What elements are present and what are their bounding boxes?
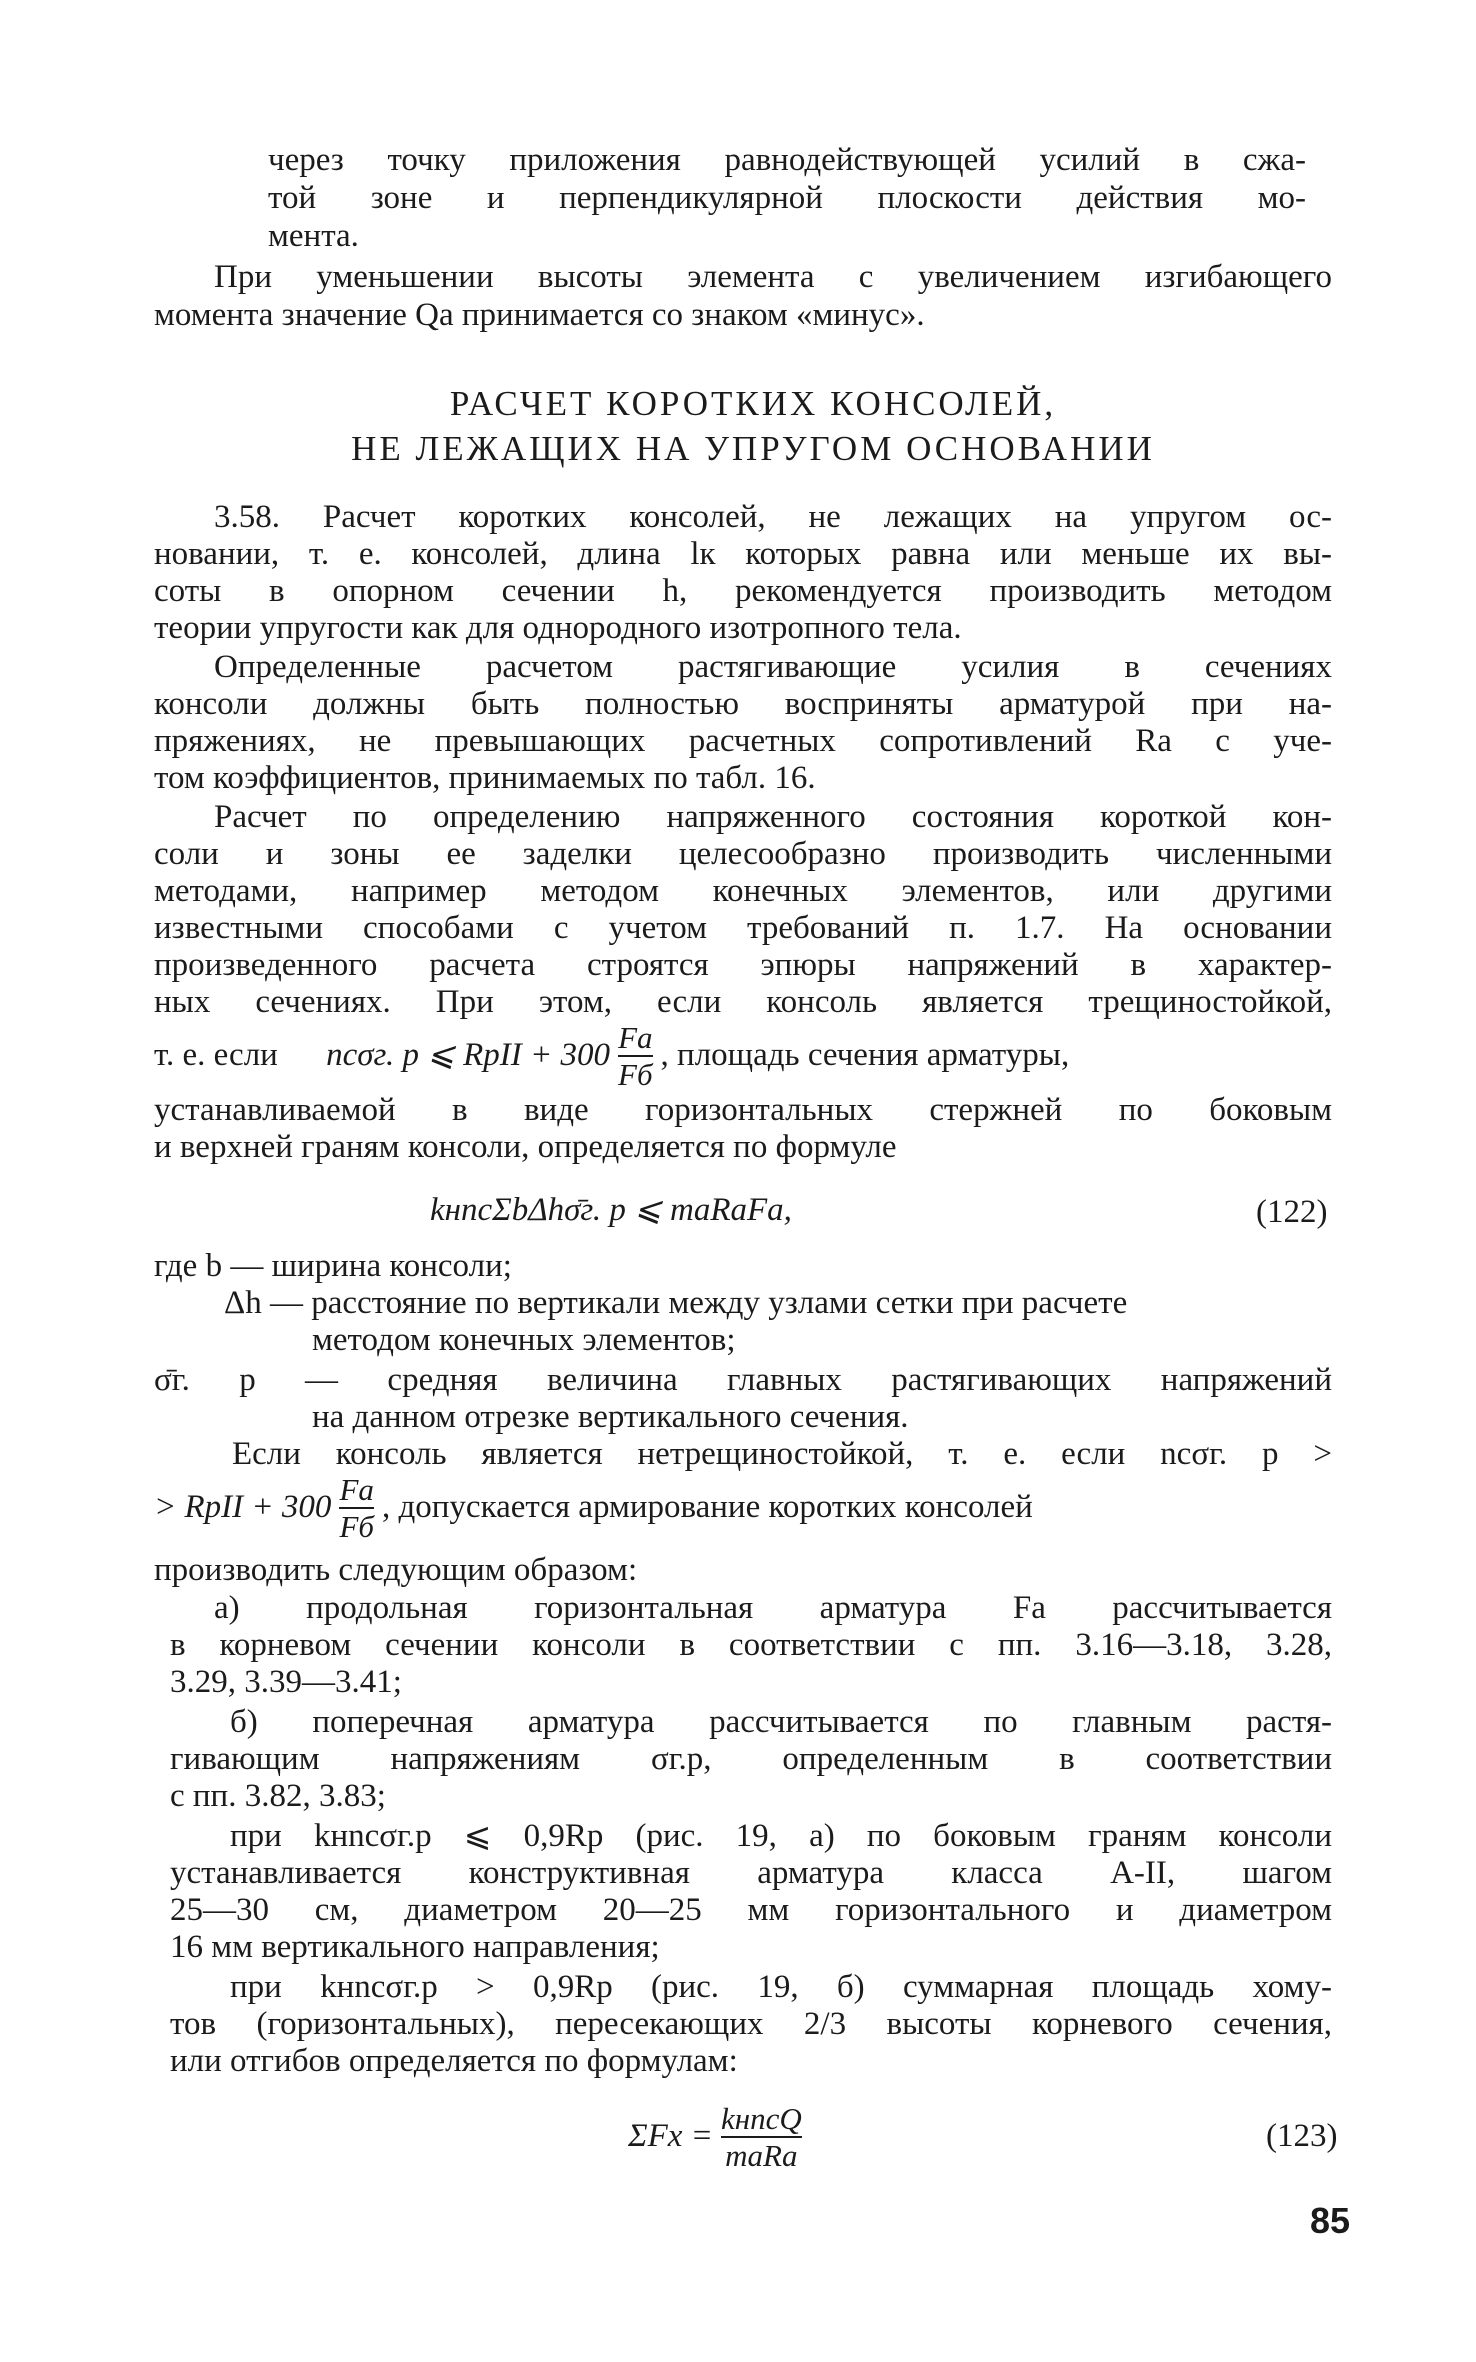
equation-123-fraction <box>721 2102 802 2174</box>
prest-line-3: в корневом сечении консоли в соответствии с пп. 3.16—3.18, 3.28, <box>170 1627 1332 1663</box>
pcalc-line-6: ных сечениях. При этом, если консоль является трещиностойкой, <box>154 984 1332 1020</box>
definition-sigma-cont: на данном отрезке вертикального сечения. <box>312 1399 909 1435</box>
pcalc-line-4: известными способами с учетом требований п. 1.7. На основании <box>154 910 1332 946</box>
page-number: 85 <box>1309 2200 1350 2241</box>
equation-123 <box>628 2088 810 2184</box>
condition-1-denominator: Fб <box>618 1057 653 1093</box>
condition-1-expression: ncσг. р ⩽ RрII + 300 <box>326 1037 611 1073</box>
prest-line-2: а) продольная горизонтальная арматура Fа рассчитывается <box>214 1590 1332 1626</box>
pinstall-line-1: устанавливаемой в виде горизонтальных стержней по боковым <box>154 1092 1332 1128</box>
equation-122: kнncΣbΔhσ̄г. р ⩽ mаRаFа, <box>430 1192 792 1228</box>
prest-line-10: 25—30 см, диаметром 20—25 мм горизонтального и диаметром <box>170 1892 1332 1928</box>
pdet-line-4: том коэффициентов, принимаемых по табл. 16. <box>154 760 816 796</box>
prest-line-8: при kнncσг.р ⩽ 0,9Rр (рис. 19, а) по боковым граням консоли <box>230 1818 1332 1854</box>
intro-line-4: При уменьшении высоты элемента с увеличением изгибающего <box>214 259 1332 295</box>
condition-2-numerator: Fа <box>339 1472 374 1508</box>
condition-2-line-2 <box>154 1462 1033 1552</box>
equation-123-denominator: mаRа <box>725 2138 798 2174</box>
pdet-line-2: консоли должны быть полностью восприняты арматурой при на- <box>154 686 1332 722</box>
condition-1-numerator: Fа <box>618 1020 653 1056</box>
prest-line-5: б) поперечная арматура рассчитывается по главным растя- <box>230 1704 1332 1740</box>
pcalc-line-3: методами, например методом конечных элементов, или другими <box>154 873 1332 909</box>
prest-line-14: или отгибов определяется по формулам: <box>170 2043 738 2079</box>
prest-line-1: производить следующим образом: <box>154 1552 638 1588</box>
equation-123-lhs: ΣFх = <box>628 2118 713 2154</box>
prest-line-7: с пп. 3.82, 3.83; <box>170 1778 386 1814</box>
prest-line-12: при kнncσг.р > 0,9Rр (рис. 19, б) суммарная площадь хому- <box>230 1969 1332 2005</box>
condition-2-expression: > RрII + 300 <box>154 1489 332 1525</box>
prest-line-6: гивающим напряжениям σг.р, определенным в соответствии <box>170 1741 1332 1777</box>
pdet-line-3: пряжениях, не превышающих расчетных сопротивлений Rа с уче- <box>154 723 1332 759</box>
definition-dh-cont: методом конечных элементов; <box>312 1322 736 1358</box>
prest-line-9: устанавливается конструктивная арматура класса А-II, шагом <box>170 1855 1332 1891</box>
prest-line-13: тов (горизонтальных), пересекающих 2/3 высоты корневого сечения, <box>170 2006 1332 2042</box>
condition-2-denominator: Fб <box>339 1509 374 1545</box>
equation-123-numerator: kнncQ <box>720 2101 802 2137</box>
definition-b: где b — ширина консоли; <box>154 1248 512 1284</box>
equation-122-number: (122) <box>1256 1194 1328 1230</box>
prest-line-11: 16 мм вертикального направления; <box>170 1929 660 1965</box>
condition-1-fraction <box>618 1021 653 1093</box>
pdet-line-1: Определенные расчетом растягивающие усилия в сечениях <box>214 649 1332 685</box>
pcalc-line-5: произведенного расчета строятся эпюры напряжений в характер- <box>154 947 1332 983</box>
pcalc-line-2: соли и зоны ее заделки целесообразно производить численными <box>154 836 1332 872</box>
intro-line-2: той зоне и перпендикулярной плоскости действия мо- <box>268 180 1306 216</box>
definition-dh: Δh — расстояние по вертикали между узлами сетки при расчете <box>224 1285 1128 1321</box>
p358-line-3: соты в опорном сечении h, рекомендуется производить методом <box>154 573 1332 609</box>
condition-2-line-1: Если консоль является нетрещиностойкой, т. е. если ncσг. р > <box>232 1436 1332 1472</box>
p358-line-1: 3.58. Расчет коротких консолей, не лежащих на упругом ос- <box>214 499 1332 535</box>
section-heading-line-1: РАСЧЕТ КОРОТКИХ КОНСОЛЕЙ, <box>449 384 1057 423</box>
condition-2-tail: , допускается армирование коротких консолей <box>381 1489 1033 1525</box>
condition-2-fraction <box>339 1473 374 1545</box>
condition-1-lead: т. е. если <box>154 1037 278 1073</box>
equation-123-number: (123) <box>1266 2118 1338 2154</box>
section-heading-line-2: НЕ ЛЕЖАЩИХ НА УПРУГОМ ОСНОВАНИИ <box>351 429 1155 468</box>
p358-line-2: новании, т. е. консолей, длина lк которых равна или меньше их вы- <box>154 536 1332 572</box>
pinstall-line-2: и верхней граням консоли, определяется по формуле <box>154 1129 897 1165</box>
intro-line-1: через точку приложения равнодействующей усилий в сжа- <box>268 142 1306 178</box>
condition-1-line <box>154 1010 1069 1100</box>
intro-line-3: мента. <box>268 218 359 254</box>
prest-line-4: 3.29, 3.39—3.41; <box>170 1664 402 1700</box>
definition-sigma: σ̄г. р — средняя величина главных растягивающих напряжений <box>154 1362 1332 1398</box>
condition-1-tail: , площадь сечения арматуры, <box>660 1037 1070 1073</box>
intro-line-5: момента значение Qа принимается со знаком «минус». <box>154 297 925 333</box>
pcalc-line-1: Расчет по определению напряженного состояния короткой кон- <box>214 799 1332 835</box>
p358-line-4: теории упругости как для однородного изотропного тела. <box>154 610 962 646</box>
